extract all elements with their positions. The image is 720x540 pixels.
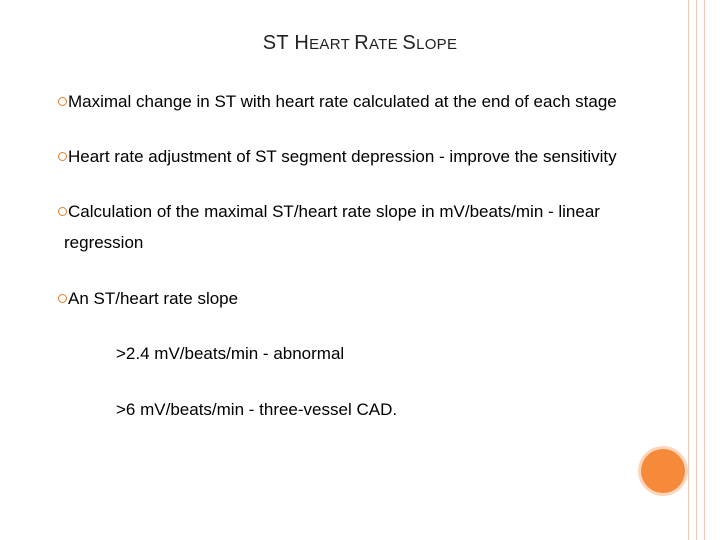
bullet-circle-icon — [58, 97, 67, 106]
bullet-item — [58, 198, 600, 226]
bullet-item — [58, 88, 617, 116]
bullet-text-continuation: regression — [64, 233, 144, 252]
sub-item: >2.4 mV/beats/min - abnormal — [116, 344, 345, 363]
decorative-orange-circle — [641, 449, 685, 493]
bullet-text: Maximal change in ST with heart rate calculated at the end of each stage — [68, 92, 617, 111]
edge-decoration-line — [688, 0, 689, 540]
title-part: EART — [309, 36, 355, 53]
bullet-circle-icon — [58, 294, 67, 303]
edge-decoration-line — [704, 0, 705, 540]
title-part: S — [402, 32, 417, 54]
title-part: ATE — [368, 36, 403, 53]
bullet-text: Heart rate adjustment of ST segment depression - improve the sensitivity — [68, 147, 617, 166]
bullet-item — [58, 285, 238, 313]
bullet-circle-icon — [58, 207, 67, 216]
bullet-text: An ST/heart rate slope — [68, 289, 239, 308]
bullet-item — [58, 143, 617, 171]
title-part: LOPE — [416, 36, 458, 53]
bullet-text: Calculation of the maximal ST/heart rate slope in mV/beats/min - linear — [68, 202, 600, 221]
sub-item: >6 mV/beats/min - three-vessel CAD. — [116, 400, 398, 419]
title-part: R — [354, 32, 369, 54]
title-part: ST — [262, 32, 295, 54]
bullet-circle-icon — [58, 152, 67, 161]
edge-decoration-line — [696, 0, 697, 540]
slide-title — [0, 32, 720, 55]
title-part: H — [294, 32, 310, 54]
